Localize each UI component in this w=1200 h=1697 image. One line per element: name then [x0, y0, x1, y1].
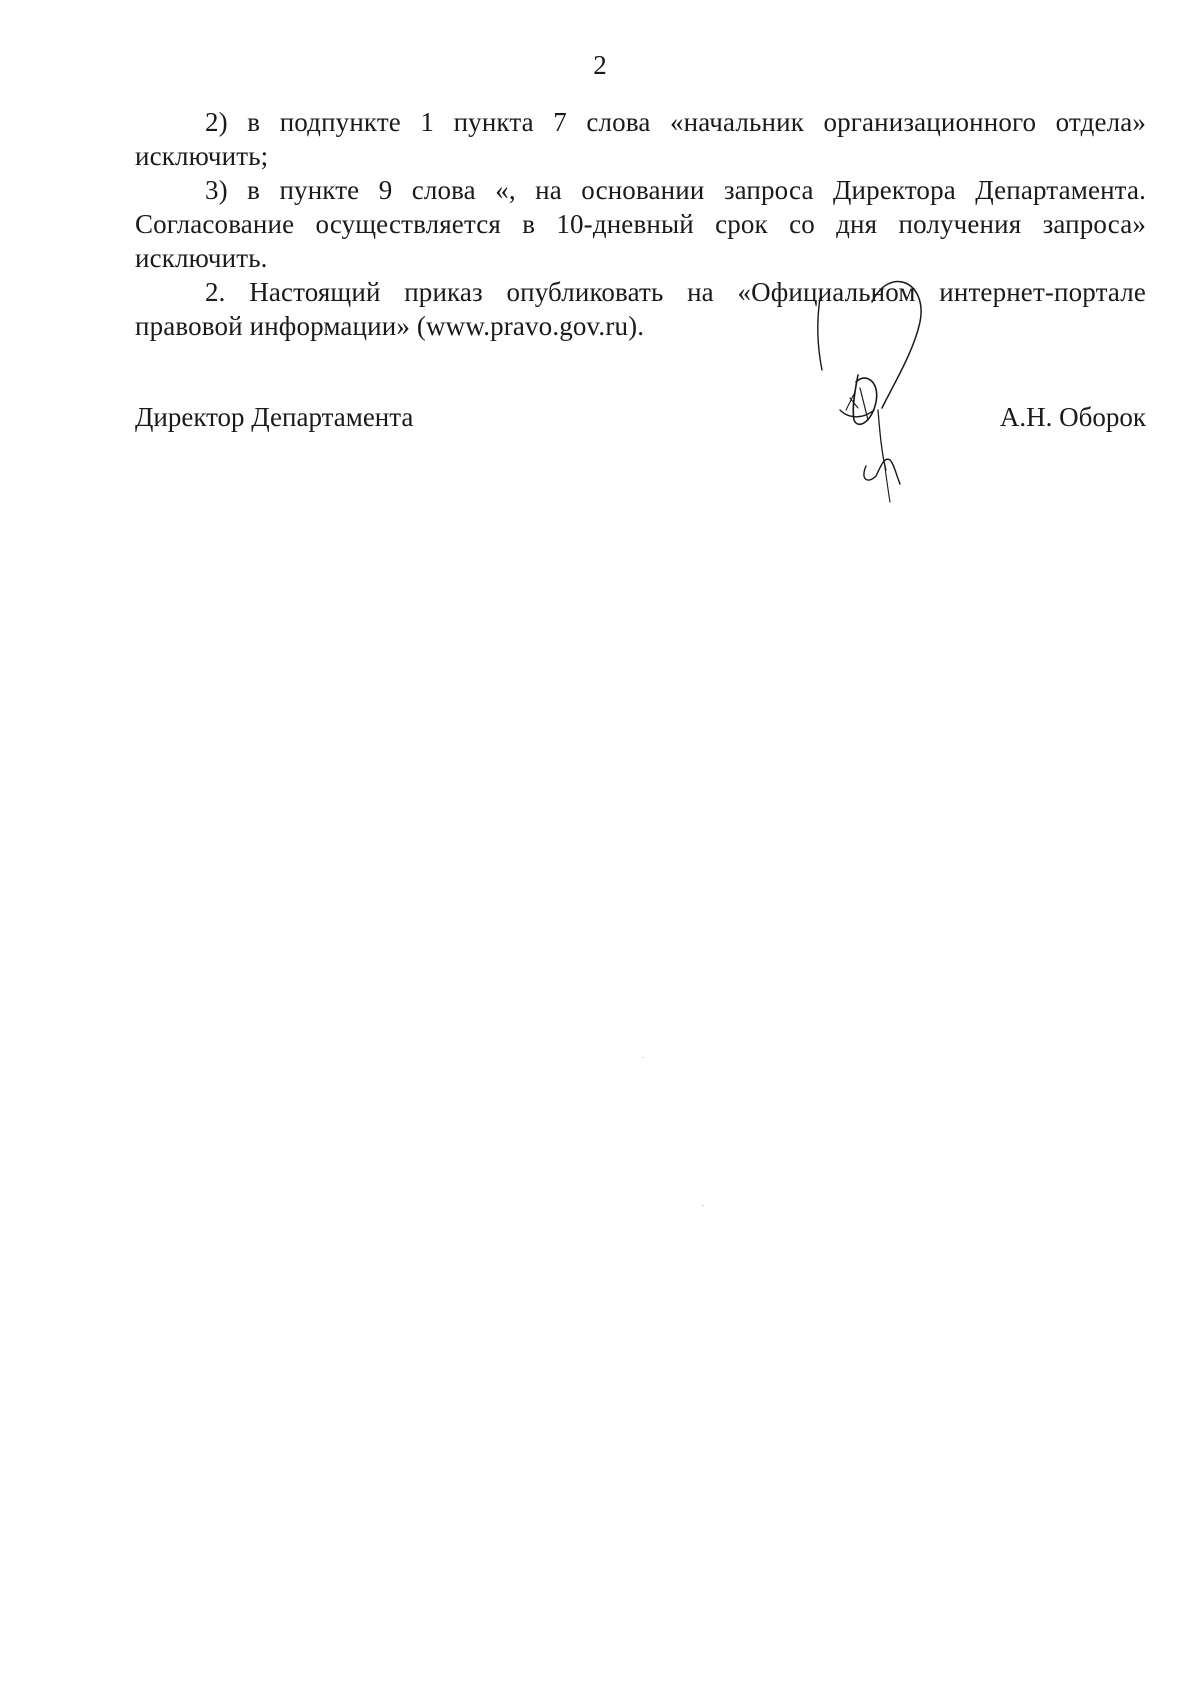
scan-speck	[642, 1057, 644, 1058]
document-body	[135, 105, 1146, 343]
paragraph-subpoint-3: 3) в пункте 9 слова «, на основании запроса Директора Департамента. Согласование осуществляется в 10-дневный срок со дня получения запроса» исключить.	[135, 175, 1146, 273]
signatory-title: Директор Департамента	[135, 402, 414, 432]
page-number: 2	[593, 50, 607, 80]
handwritten-signature	[810, 270, 940, 505]
paragraph-point-2: 2. Настоящий приказ опубликовать на «Официальном интернет-портале правовой информации» (www.pravo.gov.ru).	[135, 277, 1146, 341]
paragraph-subpoint-2: 2) в подпункте 1 пункта 7 слова «начальник организационного отдела» исключить;	[135, 107, 1146, 171]
signatory-name: А.Н. Оборок	[999, 402, 1146, 432]
scan-speck	[702, 1205, 704, 1206]
signature-block	[135, 400, 1146, 440]
